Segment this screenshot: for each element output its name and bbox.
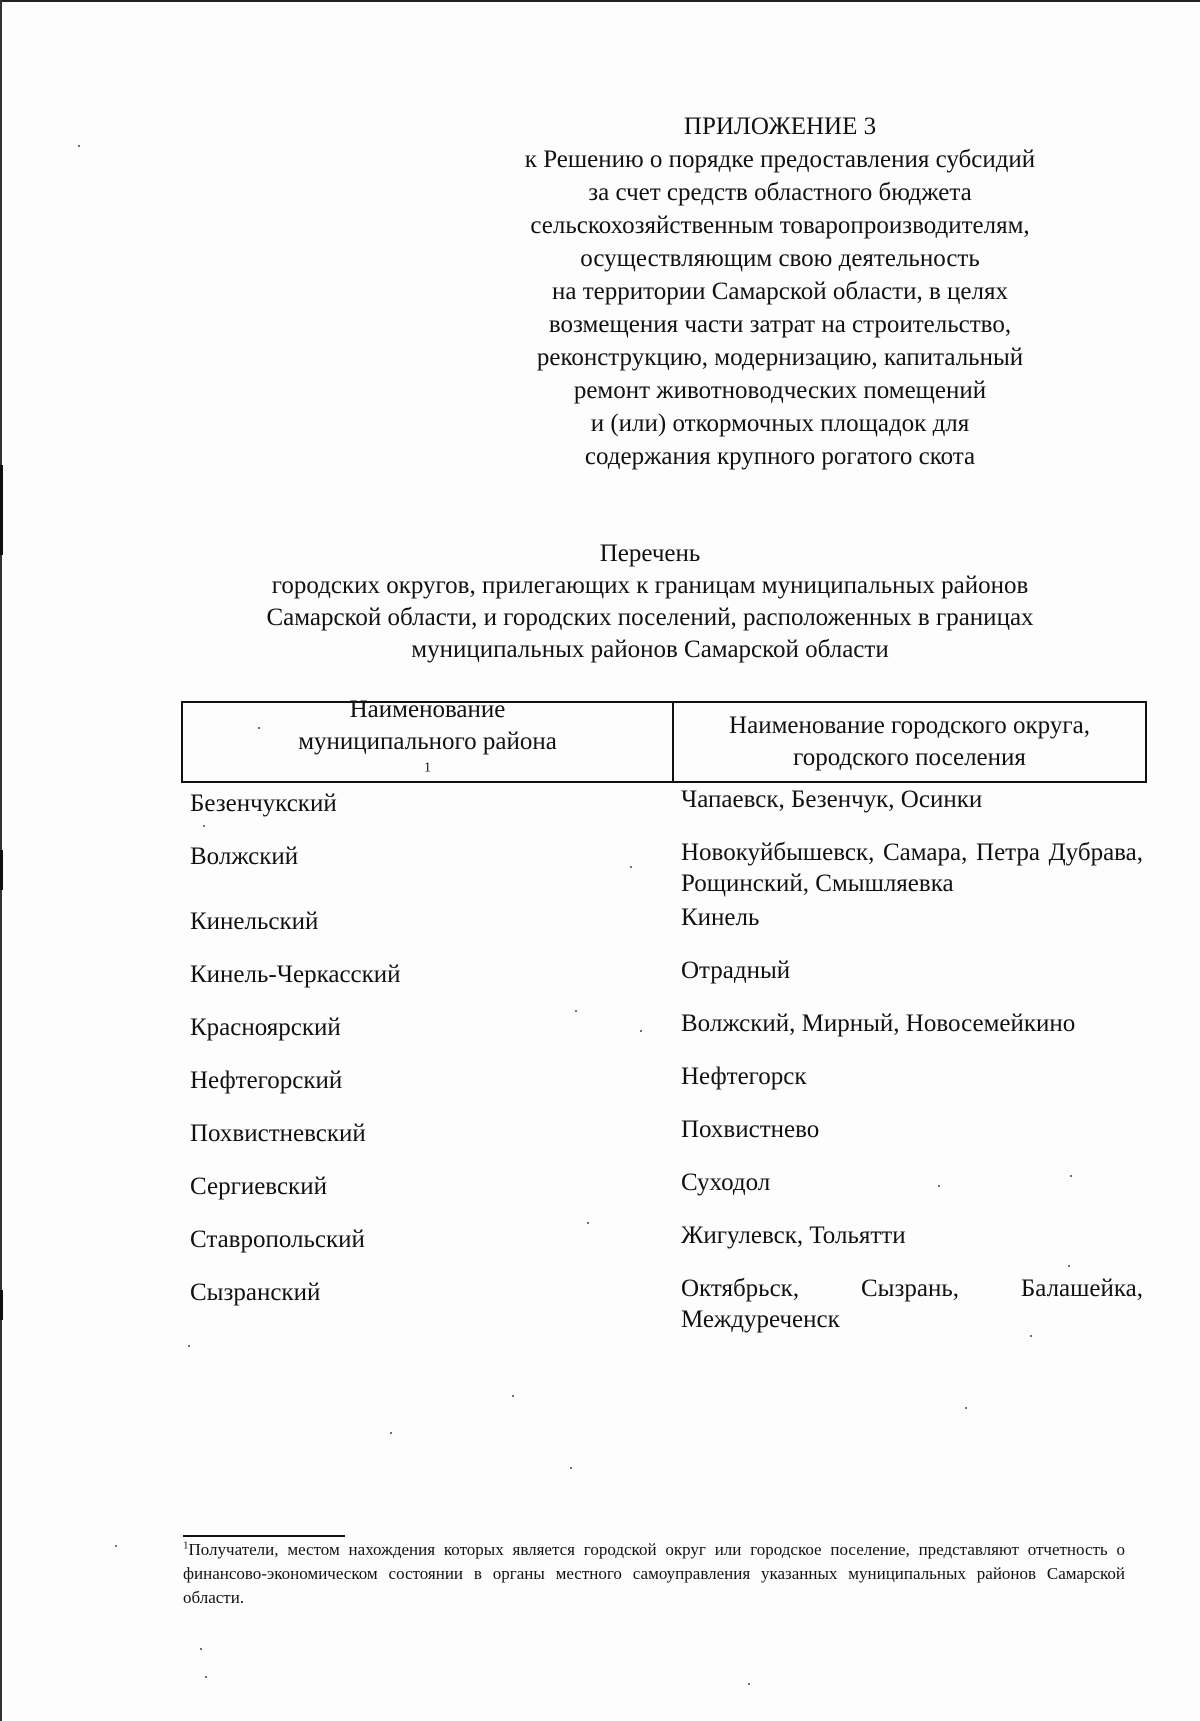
scan-edge-mark	[0, 850, 3, 890]
header-cities	[674, 703, 1145, 781]
scan-speck	[258, 727, 260, 729]
scan-speck	[1030, 1335, 1032, 1337]
header-cities-line: Наименование городского округа,	[729, 712, 1090, 739]
scan-speck	[575, 1010, 577, 1012]
list-subtitle-line: городских округов, прилегающих к границам муниципальных районов	[271, 572, 1029, 599]
city-list: Жигулевск, Тольятти	[681, 1222, 906, 1249]
district-name: Кинельский	[190, 908, 319, 935]
city-list: Нефтегорск	[681, 1063, 807, 1090]
scan-speck	[1070, 1175, 1072, 1177]
footnote-mark: 1	[424, 760, 431, 776]
appendix-title: ПРИЛОЖЕНИЕ 3	[683, 113, 877, 140]
scan-speck	[938, 1185, 940, 1187]
footnote	[183, 1538, 1125, 1610]
city-list: Суходол	[681, 1169, 771, 1196]
appendix-line: сельскохозяйственным товаропроизводителям,	[530, 212, 1030, 239]
list-subtitle-line: муниципальных районов Самарской области	[411, 636, 889, 663]
district-name: Похвистневский	[190, 1120, 366, 1147]
scan-edge-mark	[0, 465, 3, 555]
scan-speck	[1068, 1265, 1070, 1267]
appendix-line: за счет средств областного бюджета	[588, 179, 972, 206]
appendix-line: осуществляющим свою деятельность	[580, 245, 980, 272]
scan-speck	[205, 1676, 207, 1678]
scan-speck	[965, 1407, 967, 1409]
appendix-header	[470, 110, 1090, 473]
scan-speck	[630, 866, 632, 868]
district-name: Кинель-Черкасский	[190, 961, 401, 988]
district-name: Нефтегорский	[190, 1067, 343, 1094]
footnote-mark: 1	[183, 1539, 189, 1552]
scan-speck	[115, 1545, 117, 1547]
scan-speck	[587, 1222, 589, 1224]
city-list: Чапаевск, Безенчук, Осинки	[681, 786, 983, 813]
city-list: Новокуйбышевск, Самара, Петра Дубрава, Рощинский, Смышляевка	[681, 839, 1143, 897]
appendix-line: реконструкцию, модернизацию, капитальный	[536, 344, 1024, 371]
list-title: Перечень	[599, 540, 701, 567]
scan-speck	[512, 1395, 514, 1397]
city-list: Похвистнево	[681, 1116, 820, 1143]
appendix-line: ремонт животноводческих помещений	[573, 377, 987, 404]
header-district-line	[298, 726, 557, 790]
district-name: Красноярский	[190, 1014, 341, 1041]
scan-speck	[390, 1432, 392, 1434]
scan-speck	[570, 1467, 572, 1469]
appendix-line: к Решению о порядке предоставления субсидий	[524, 146, 1036, 173]
scan-edge-top	[0, 0, 1200, 2]
header-cities-line: городского поселения	[793, 744, 1026, 771]
city-list: Волжский, Мирный, Новосемейкино	[681, 1010, 1076, 1037]
scan-speck	[203, 825, 205, 827]
footnote-separator	[183, 1535, 345, 1537]
scan-speck	[78, 145, 80, 147]
appendix-line: на территории Самарской области, в целях	[552, 278, 1008, 305]
city-list: Кинель	[681, 904, 760, 931]
district-name: Сергиевский	[190, 1173, 327, 1200]
scan-speck	[188, 1345, 190, 1347]
district-name: Безенчукский	[190, 790, 337, 817]
district-name: Волжский	[190, 843, 299, 870]
scan-speck	[640, 1030, 642, 1032]
header-district	[183, 696, 674, 781]
scan-edge-mark	[0, 1290, 3, 1320]
table-header	[181, 696, 1147, 783]
header-district-text: муниципального района	[298, 728, 557, 755]
district-name: Ставропольский	[190, 1226, 365, 1253]
list-subtitle-line: Самарской области, и городских поселений, расположенных в границах	[266, 604, 1034, 631]
list-heading	[150, 538, 1150, 666]
city-list: Октябрьск, Сызрань, Балашейка, Междуреченск	[681, 1275, 1143, 1333]
header-district-line: Наименование	[349, 696, 506, 723]
appendix-line: содержания крупного рогатого скота	[584, 443, 976, 470]
appendix-line: и (или) откормочных площадок для	[590, 410, 970, 437]
scan-speck	[748, 1683, 750, 1685]
footnote-text: Получатели, местом нахождения которых является городской округ или городское поселение, представляют отчетность о финансово-экономическом состоянии в органы местного самоуправления указанных муниципальных районов Самарской области.	[183, 1540, 1125, 1607]
city-list: Отрадный	[681, 957, 791, 984]
district-name: Сызранский	[190, 1279, 321, 1306]
appendix-line: возмещения части затрат на строительство,	[548, 311, 1012, 338]
scan-speck	[200, 1648, 202, 1650]
